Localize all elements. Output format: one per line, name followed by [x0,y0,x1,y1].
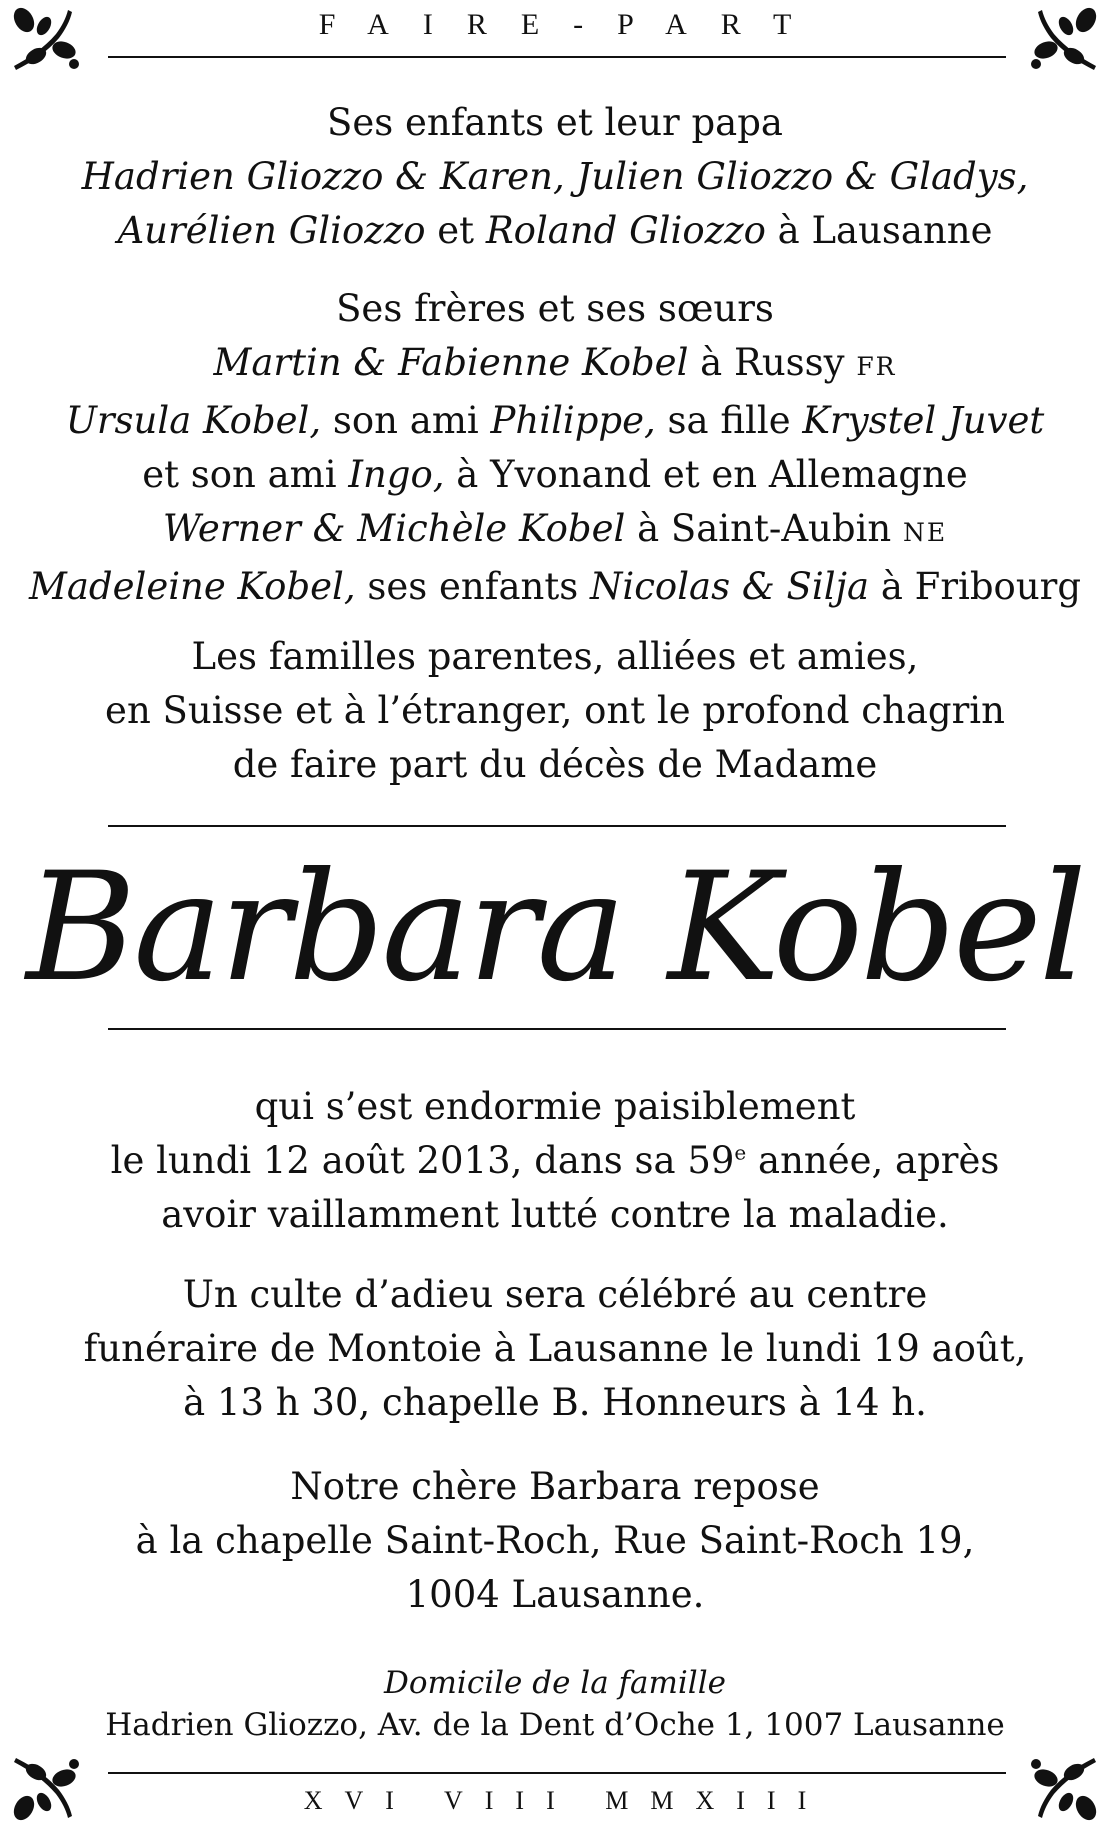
name-rule-top [108,825,1006,827]
death-line-1: qui s’est endormie paisiblement [254,1085,856,1128]
siblings-heading: Ses frères et ses sœurs [336,287,774,330]
children-line-2: Hadrien Gliozzo & Karen, Julien Gliozzo & Gladys, [81,155,1029,198]
header-rule [108,56,1006,58]
children-line-3: Aurélien Gliozzo et Roland Gliozzo à Lausanne [117,209,993,252]
siblings-line-5: Werner & Michèle Kobel à Saint-Aubin NE [162,507,948,550]
footer-rule [108,1772,1006,1774]
rest-section [0,1460,1110,1622]
ceremony-line-1: Un culte d’adieu sera célébré au centre [182,1273,928,1316]
footer-date: XVI VIII MMXIII [303,1786,829,1815]
siblings-section [0,282,1110,614]
announcement-line-1: Les familles parentes, alliées et amies, [191,635,919,678]
ceremony-section [0,1268,1110,1430]
death-section [0,1080,1110,1242]
announcement-line-2: en Suisse et à l’étranger, ont le profond chagrin [105,689,1005,732]
ceremony-line-2: funéraire de Montoie à Lausanne le lundi 19 août, [83,1327,1027,1370]
siblings-line-6: Madeleine Kobel, ses enfants Nicolas & Silja à Fribourg [28,565,1082,608]
domicile-section [0,1662,1110,1746]
siblings-line-2: Martin & Fabienne Kobel à Russy FR [213,341,897,384]
deceased-name: Barbara Kobel [26,841,1084,1015]
rest-line-3: 1004 Lausanne. [405,1573,705,1616]
death-line-2: le lundi 12 août 2013, dans sa 59e année, après [110,1139,1000,1182]
ceremony-line-3: à 13 h 30, chapelle B. Honneurs à 14 h. [183,1381,927,1424]
siblings-line-3: Ursula Kobel, son ami Philippe, sa fille Krystel Juvet [65,399,1045,442]
rest-line-2: à la chapelle Saint-Roch, Rue Saint-Roch 19, [135,1519,975,1562]
name-rule-bottom [108,1028,1006,1030]
children-heading: Ses enfants et leur papa [327,101,783,144]
domicile-label: Domicile de la famille [384,1665,726,1701]
domicile-address: Hadrien Gliozzo, Av. de la Dent d’Oche 1, 1007 Lausanne [105,1707,1005,1743]
children-section [0,96,1110,258]
death-line-3: avoir vaillamment lutté contre la maladie. [161,1193,949,1236]
rest-line-1: Notre chère Barbara repose [290,1465,820,1508]
siblings-line-4: et son ami Ingo, à Yvonand et en Allemagne [142,453,968,496]
announcement-line-3: de faire part du décès de Madame [232,743,878,786]
announcement-section [0,630,1110,792]
header-title: FAIRE-PART [318,8,826,41]
